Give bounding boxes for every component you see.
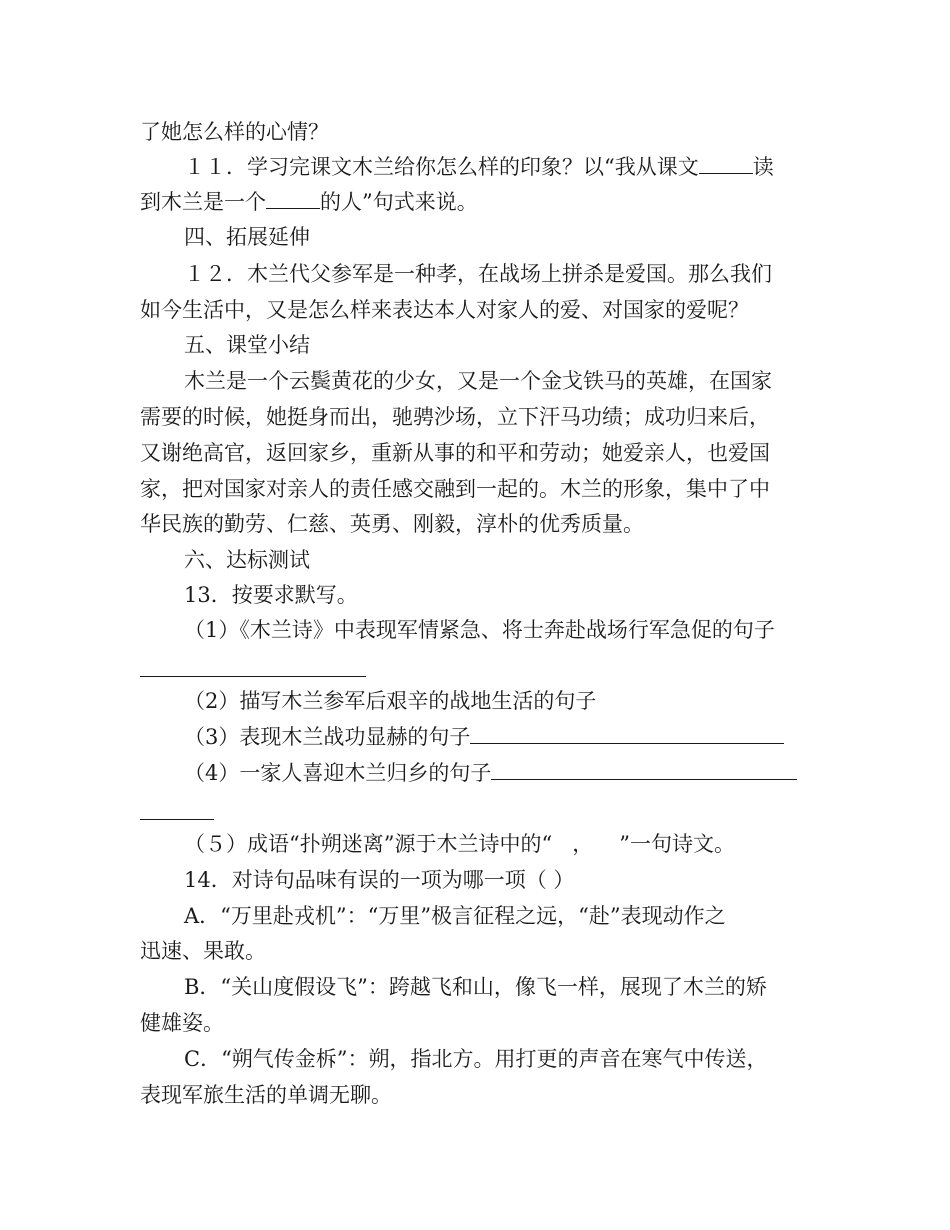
- question-11: [184, 147, 950, 187]
- answer-blank[interactable]: [266, 186, 320, 209]
- question-13-item-4: [184, 753, 950, 793]
- question-11-text-d: 的人”句式来说。: [320, 190, 478, 214]
- question-11-cont: [140, 182, 950, 222]
- option-c-cont: 表现军旅生活的单调无聊。: [140, 1083, 392, 1107]
- paragraph-line: 需要的时候，她挺身而出，驰骋沙场，立下汗马功绩；成功归来后，: [140, 405, 770, 429]
- text-line: 了她怎么样的心情？: [140, 120, 329, 144]
- paragraph-line: 家，把对国家对亲人的责任感交融到一起的。木兰的形象，集中了中: [140, 477, 770, 501]
- paragraph-line: 又谢绝高官，返回家乡，重新从事的和平和劳动；她爱亲人，也爱国: [140, 441, 770, 465]
- question-13-item-3: [184, 717, 950, 757]
- paragraph-line: 华民族的勤劳、仁慈、英勇、刚毅，淳朴的优秀质量。: [140, 512, 644, 536]
- answer-blank[interactable]: [491, 757, 797, 780]
- question-11-text-a: １１．学习完课文木兰给你怎么样的印象？以“我从课文: [184, 155, 699, 179]
- answer-line[interactable]: [140, 819, 214, 820]
- question-13-item-5-text-b: ，: [572, 832, 594, 856]
- option-b-cont: 健雄姿。: [140, 1011, 224, 1035]
- answer-blank[interactable]: [470, 721, 784, 744]
- question-14: 14．对诗句品味有误的一项为哪一项（ ）: [184, 868, 575, 892]
- text-line: 如今生活中，又是怎么样来表达本人对家人的爱、对国家的爱呢？: [140, 298, 749, 322]
- question-13-item-5-text-c: ”一句诗文。: [619, 832, 735, 856]
- answer-blank[interactable]: [699, 151, 753, 174]
- question-12: １２．木兰代父参军是一种孝，在战场上拼杀是爱国。那么我们: [184, 262, 772, 286]
- question-13-item-3-text: （3）表现木兰战功显赫的句子: [184, 725, 471, 749]
- option-a-cont: 迅速、果敢。: [140, 939, 266, 963]
- question-11-text-c: 到木兰是一个: [140, 190, 266, 214]
- option-b: B．“关山度假设飞”：跨越飞和山，像飞一样，展现了木兰的矫: [184, 975, 767, 999]
- section-heading: 四、拓展延伸: [184, 225, 310, 249]
- section-heading: 五、课堂小结: [184, 333, 310, 357]
- question-13-item-1: （1）《木兰诗》中表现军情紧急、将士奔赴战场行军急促的句子: [184, 618, 775, 642]
- answer-line[interactable]: [140, 676, 366, 677]
- option-c: C．“朔气传金柝”：朔，指北方。用打更的声音在寒气中传送，: [184, 1047, 768, 1071]
- section-heading: 六、达标测试: [184, 548, 310, 572]
- question-13-item-5: [184, 824, 950, 864]
- question-11-text-b: 读: [752, 155, 774, 179]
- option-a: A．“万里赴戎机”：“万里”极言征程之远，“赴”表现动作之: [184, 904, 726, 928]
- question-13-item-5-text-a: （５）成语“扑朔迷离”源于木兰诗中的“: [184, 832, 553, 856]
- question-13: 13．按要求默写。: [184, 583, 358, 607]
- question-13-item-2: （2）描写木兰参军后艰辛的战地生活的句子: [184, 689, 597, 713]
- question-13-item-4-text: （4）一家人喜迎木兰归乡的句子: [184, 761, 492, 785]
- paragraph-line: 木兰是一个云鬓黄花的少女，又是一个金戈铁马的英雄，在国家: [184, 369, 772, 393]
